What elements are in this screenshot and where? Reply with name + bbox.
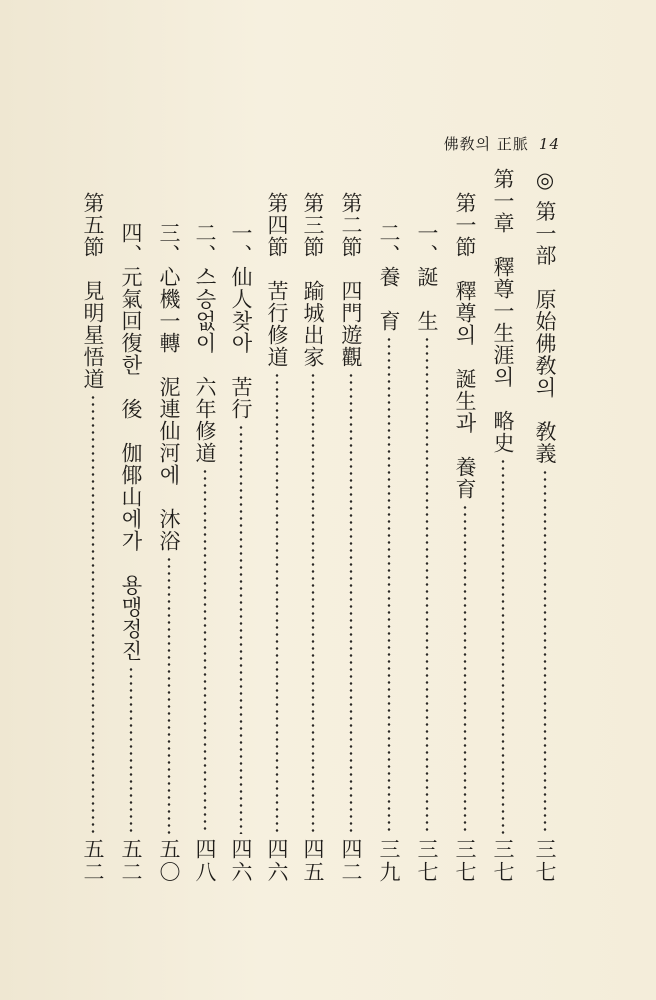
toc-entry-page: 四二 bbox=[339, 838, 363, 884]
toc-entry-title: 第一章 釋尊一生涯의 略史 bbox=[491, 168, 515, 454]
toc-entry-page: 三七 bbox=[453, 838, 477, 884]
toc-entry-item-4-2[interactable] bbox=[190, 222, 220, 884]
toc-entry-title: 三、心機一轉 泥連仙河에 沐浴 bbox=[157, 222, 181, 552]
toc-entry-title: ◎ 第一部 原始佛敎의 敎義 bbox=[533, 168, 557, 465]
dot-leader bbox=[543, 469, 547, 834]
toc-entry-page: 四六 bbox=[229, 838, 253, 884]
dot-leader bbox=[129, 666, 133, 834]
toc-entry-page: 三七 bbox=[533, 838, 557, 884]
dot-leader bbox=[387, 336, 391, 834]
toc-entry-title: 四、元氣回復한 後 伽倻山에가 용맹정진 bbox=[119, 222, 143, 662]
toc-entry-section-2[interactable] bbox=[336, 192, 366, 884]
toc-entry-title: 第三節 踰城出家 bbox=[301, 192, 325, 368]
toc-entry-page: 三七 bbox=[415, 838, 439, 884]
toc-entry-page: 五二 bbox=[119, 838, 143, 884]
toc-entry-part-1[interactable] bbox=[530, 168, 560, 884]
toc-entry-item-4-3[interactable] bbox=[154, 222, 184, 884]
dot-leader bbox=[203, 468, 207, 834]
toc-entry-page: 四八 bbox=[193, 838, 217, 884]
toc-entry-title: 二、스승없이 六年修道 bbox=[193, 222, 217, 464]
dot-leader bbox=[239, 424, 243, 834]
dot-leader bbox=[167, 556, 171, 834]
page-number: 14 bbox=[538, 135, 560, 153]
toc-entry-section-4[interactable] bbox=[262, 192, 292, 884]
running-head-title: 佛敎의 正脈 bbox=[443, 135, 529, 153]
toc-entry-page: 三九 bbox=[377, 838, 401, 884]
dot-leader bbox=[425, 336, 429, 834]
toc-entry-page: 三七 bbox=[491, 838, 515, 884]
toc-entry-title: 一、仙人찾아 苦行 bbox=[229, 222, 253, 420]
toc-entry-chapter-1[interactable] bbox=[488, 168, 518, 884]
dot-leader bbox=[311, 372, 315, 834]
toc-entry-section-3[interactable] bbox=[298, 192, 328, 884]
toc-entry-title: 第二節 四門遊觀 bbox=[339, 192, 363, 368]
toc-entry-section-1[interactable] bbox=[450, 192, 480, 884]
toc-entry-item-4-1[interactable] bbox=[226, 222, 256, 884]
dot-leader bbox=[501, 458, 505, 834]
toc-entry-title: 一、誕 生 bbox=[415, 222, 439, 332]
toc-entry-title: 第一節 釋尊의 誕生과 養育 bbox=[453, 192, 477, 500]
dot-leader bbox=[91, 394, 95, 834]
toc-entry-item-1-2[interactable] bbox=[374, 222, 404, 884]
toc-entry-section-5[interactable] bbox=[78, 192, 108, 884]
toc-entry-item-4-4[interactable] bbox=[116, 222, 146, 884]
dot-leader bbox=[463, 504, 467, 834]
toc-entry-page: 五二 bbox=[81, 838, 105, 884]
toc-entry-page: 四六 bbox=[265, 838, 289, 884]
dot-leader bbox=[275, 372, 279, 834]
toc-entry-title: 二、養 育 bbox=[377, 222, 401, 332]
toc-entry-page: 四五 bbox=[301, 838, 325, 884]
toc-entry-item-1-1[interactable] bbox=[412, 222, 442, 884]
toc-entry-title: 第五節 見明星悟道 bbox=[81, 192, 105, 390]
dot-leader bbox=[349, 372, 353, 834]
toc-entry-title: 第四節 苦行修道 bbox=[265, 192, 289, 368]
toc-entry-page: 五〇 bbox=[157, 838, 181, 884]
